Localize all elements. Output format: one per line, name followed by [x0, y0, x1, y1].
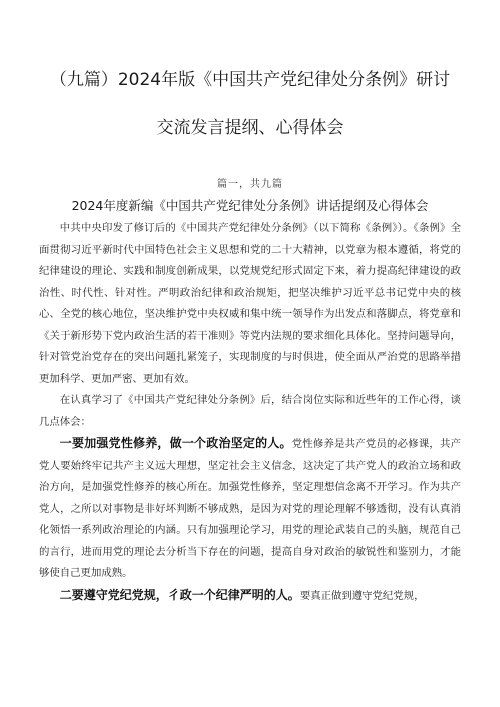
paragraph-intro [39, 218, 461, 390]
paragraph-text: 党性修养是共产党员的必修课，共产党人要始终牢记共产主义远大理想，坚定社会主义信念，这决定了共产党人的政治立场和政治方向，是加强党性修养的核心所在。加强党性修养，坚定理想信念离不开学习。作为共产党人，之所以对事物是非好坏判断不够成熟，是因为对党的理论理解不够透彻，没有认真消化领悟一系列政治理论的内涵。只有加强理论学习，用党的理论武装自己的头脑，规范自己的言行，进而用党的理论去分析当下存在的问题，提高自身对政治的敏锐性和鉴别力，才能够使自己更加成熟。 [39, 438, 461, 579]
paragraph-transition [39, 390, 461, 433]
document-title-line-2: 交流发言提纲、心得体会 [156, 118, 344, 138]
article-body [39, 218, 461, 607]
paragraph-point-1 [39, 433, 461, 585]
point-heading: 二要遵守党纪党规，彳政一个纪律严明的人。 [59, 587, 300, 602]
article-subtitle: 2024年度新编《中国共产党纪律处分条例》讲话提纲及心得体会 [71, 198, 429, 213]
paragraph-point-2 [39, 585, 461, 608]
point-heading: 一要加强党性修养，做一个政治坚定的人。 [59, 436, 292, 450]
paragraph-text: 在认真学习了《中国共产党纪律处分条例》后，结合岗位实际和近些年的工作心得，谈几点体会： [39, 394, 461, 428]
document-title-line-1: （九篇）2024年版《中国共产党纪律处分条例》研讨 [49, 70, 451, 90]
paragraph-text: 要真正做到遵守党纪党规， [299, 589, 425, 602]
section-label: 篇一，共九篇 [217, 179, 283, 190]
paragraph-text: 中共中央印发了修订后的《中国共产党纪律处分条例》（以下简称《条例》）。《条例》全面贯彻习近平新时代中国特色社会主义思想和党的二十大精神，以党章为根本遵循，将党的纪律建设的理论、实践和制度创新成果，以党规党纪形式固定下来，着力提高纪律建设的政治性、时代性、针对性。严明政治纪律和政治规矩，把坚决维护习近平总书记党中央的核心、全党的核心地位，坚决维护党中央权威和集中统一领导作为出发点和落脚点，将党章和《关于新形势下党内政治生活的若干准则》等党内法规的要求细化具体化。坚持问题导向，针对管党治党存在的突出问题扎紧笼子，实现制度的与时俱进，使全面从严治党的思路举措更加科学、更加严密、更加有效。 [39, 222, 461, 385]
